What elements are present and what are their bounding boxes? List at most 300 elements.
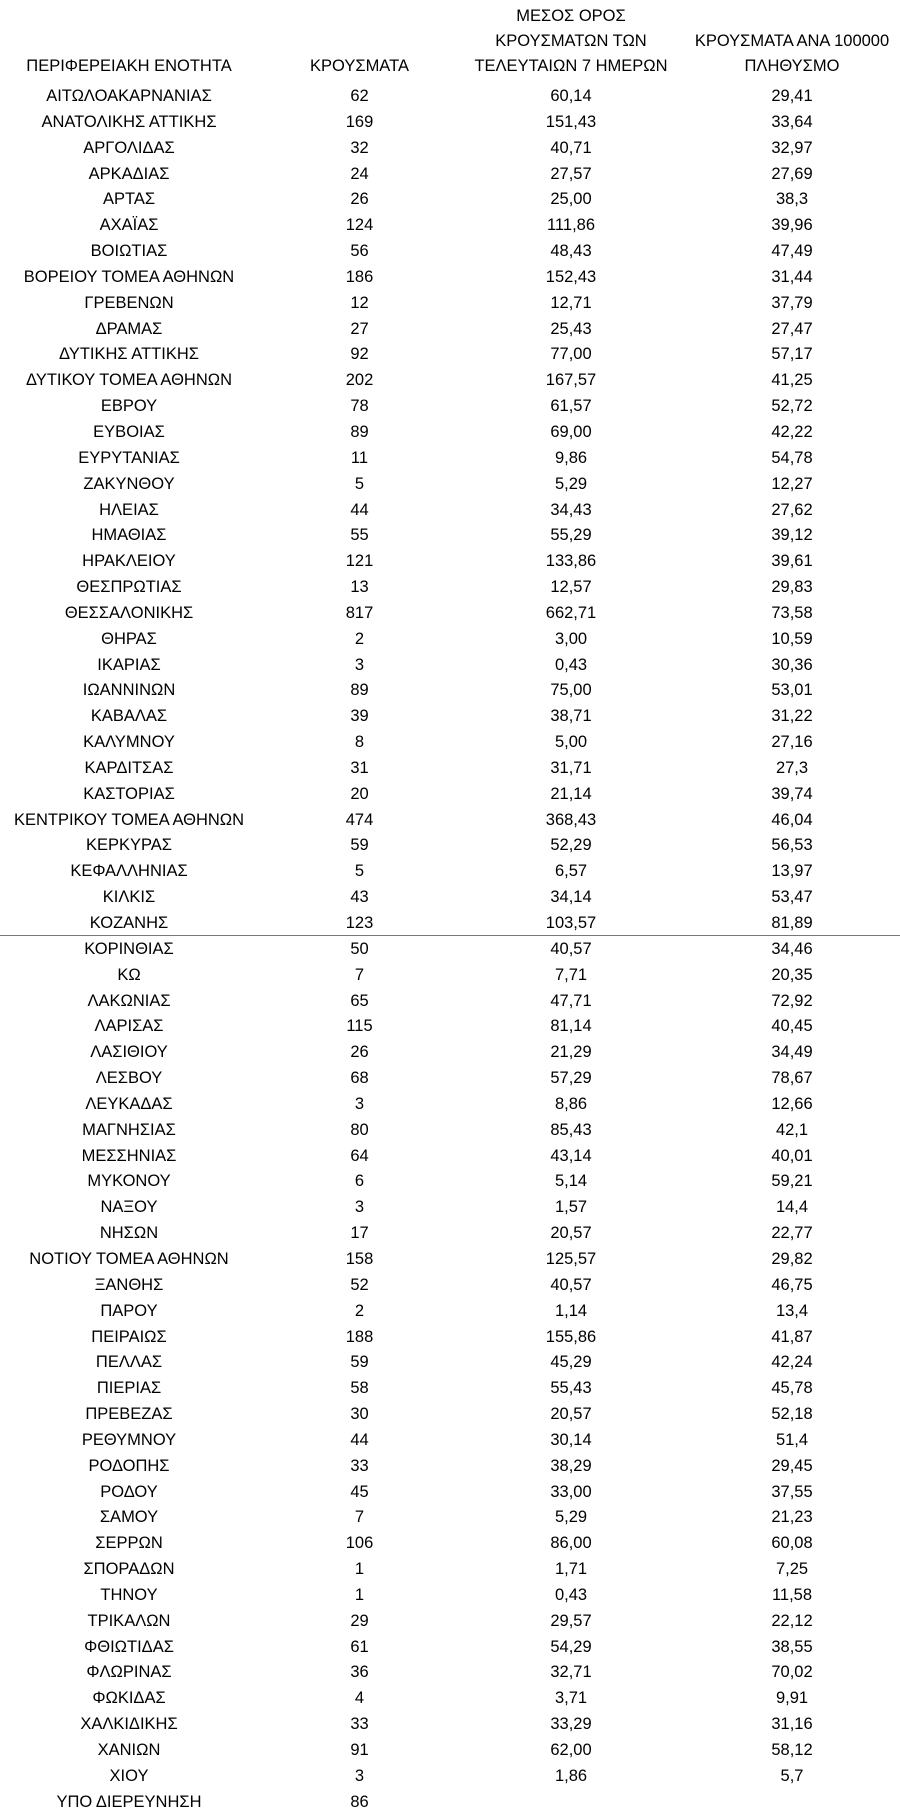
cell-per100k: 29,41 xyxy=(771,87,813,105)
table-row xyxy=(0,782,900,808)
cell-avg7: 33,29 xyxy=(550,1715,592,1734)
cell-avg7: 54,29 xyxy=(550,1637,592,1656)
table-row xyxy=(0,291,900,317)
table-row xyxy=(0,523,900,549)
header-region xyxy=(0,54,258,79)
cell-cases: 7 xyxy=(354,1508,365,1527)
cell-region: ΙΚΑΡΙΑΣ xyxy=(97,655,161,674)
table-row xyxy=(0,1790,900,1816)
cell-region: ΝΗΣΩΝ xyxy=(99,1224,159,1243)
cell-per100k: 59,21 xyxy=(771,1172,813,1191)
table-row xyxy=(0,1712,900,1738)
cell-per100k: 40,01 xyxy=(771,1146,813,1165)
cell-region: ΜΕΣΣΗΝΙΑΣ xyxy=(81,1146,177,1165)
table-row xyxy=(0,653,900,679)
cell-per100k: 37,79 xyxy=(771,293,813,312)
cell-per100k: 22,12 xyxy=(771,1611,813,1630)
table-row xyxy=(0,989,900,1015)
cell-avg7: 52,29 xyxy=(550,836,592,855)
cell-per100k: 32,97 xyxy=(771,138,813,157)
cell-avg7: 8,86 xyxy=(554,1094,588,1113)
cell-avg7: 9,86 xyxy=(554,448,588,467)
table-row xyxy=(0,265,900,291)
cell-region: ΘΕΣΣΑΛΟΝΙΚΗΣ xyxy=(64,603,194,622)
table-row xyxy=(0,84,900,110)
cell-avg7: 125,57 xyxy=(545,1249,597,1268)
cell-avg7: 111,86 xyxy=(546,216,596,235)
cell-per100k: 11,58 xyxy=(771,1585,813,1604)
cell-cases: 89 xyxy=(350,681,369,700)
cell-avg7: 81,14 xyxy=(550,1017,592,1036)
cell-avg7: 60,14 xyxy=(550,87,592,105)
cell-cases: 186 xyxy=(345,267,374,286)
table-row xyxy=(0,498,900,524)
table-row xyxy=(0,1014,900,1040)
cell-region: ΒΟΙΩΤΙΑΣ xyxy=(90,242,168,261)
cell-region: ΗΡΑΚΛΕΙΟΥ xyxy=(82,552,176,571)
table-row xyxy=(0,394,900,420)
cell-per100k: 7,25 xyxy=(775,1560,809,1579)
cell-avg7: 57,29 xyxy=(550,1069,592,1088)
cell-cases: 68 xyxy=(350,1069,369,1088)
cell-region: ΤΡΙΚΑΛΩΝ xyxy=(87,1611,171,1630)
cell-cases: 44 xyxy=(350,500,369,519)
cell-cases: 202 xyxy=(345,371,374,390)
table-row xyxy=(0,730,900,756)
table-row xyxy=(0,1350,900,1376)
cell-per100k: 60,08 xyxy=(771,1534,813,1553)
cell-per100k: 53,47 xyxy=(771,888,813,907)
cell-avg7: 0,43 xyxy=(554,1585,588,1604)
cell-region: ΖΑΚΥΝΘΟΥ xyxy=(83,474,175,493)
cell-avg7: 1,57 xyxy=(554,1198,588,1217)
cell-avg7: 21,29 xyxy=(550,1043,592,1062)
cell-per100k: 38,3 xyxy=(775,190,809,209)
cell-per100k: 14,4 xyxy=(775,1198,809,1217)
table-row xyxy=(0,213,900,239)
cell-cases: 64 xyxy=(350,1146,369,1165)
cell-per100k: 42,24 xyxy=(771,1353,813,1372)
cell-region: ΣΑΜΟΥ xyxy=(99,1508,159,1527)
cell-per100k: 31,16 xyxy=(771,1715,813,1734)
cell-avg7: 6,57 xyxy=(554,862,588,881)
table-row xyxy=(0,549,900,575)
cell-region: ΑΧΑΪΑΣ xyxy=(99,216,159,235)
cell-per100k: 10,59 xyxy=(771,629,813,648)
cell-per100k: 31,22 xyxy=(771,707,813,726)
cell-per100k: 39,96 xyxy=(771,216,813,235)
cell-per100k: 27,3 xyxy=(775,758,809,777)
cell-region: ΚΑΛΥΜΝΟΥ xyxy=(83,733,175,752)
cell-per100k: 45,78 xyxy=(771,1379,813,1398)
cell-cases: 65 xyxy=(350,991,369,1010)
cell-region: ΠΑΡΟΥ xyxy=(100,1301,158,1320)
cell-region: ΧΑΝΙΩΝ xyxy=(97,1741,161,1759)
cell-region: ΧΑΛΚΙΔΙΚΗΣ xyxy=(80,1715,178,1734)
cell-region: ΙΩΑΝΝΙΝΩΝ xyxy=(82,681,176,700)
cell-avg7: 85,43 xyxy=(550,1120,592,1139)
cell-cases: 188 xyxy=(345,1327,374,1346)
cell-region: ΚΑΒΑΛΑΣ xyxy=(90,707,168,726)
cell-cases: 5 xyxy=(354,474,365,493)
table-row xyxy=(0,704,900,730)
cell-avg7: 55,43 xyxy=(550,1379,592,1398)
cell-region: ΚΟΖΑΝΗΣ xyxy=(89,914,169,932)
cell-avg7: 1,71 xyxy=(554,1560,588,1579)
cell-avg7: 34,14 xyxy=(550,888,592,907)
cell-avg7: 151,43 xyxy=(545,112,597,131)
cell-cases: 58 xyxy=(350,1379,369,1398)
cell-avg7: 20,57 xyxy=(550,1405,592,1424)
cell-region: ΠΕΙΡΑΙΩΣ xyxy=(91,1327,167,1346)
table-row xyxy=(0,1376,900,1402)
header-line: ΤΕΛΕΥΤΑΙΩΝ 7 ΗΜΕΡΩΝ xyxy=(474,57,668,75)
table-row xyxy=(0,1454,900,1480)
cell-region: ΝΟΤΙΟΥ ΤΟΜΕΑ ΑΘΗΝΩΝ xyxy=(29,1249,229,1268)
table-row xyxy=(0,885,900,911)
header-line: ΚΡΟΥΣΜΑΤΑ ΑΝΑ 100000 xyxy=(694,32,890,50)
cell-avg7: 69,00 xyxy=(550,422,592,441)
cell-per100k: 22,77 xyxy=(771,1224,813,1243)
cell-cases: 91 xyxy=(350,1741,369,1759)
cell-per100k: 46,04 xyxy=(771,810,813,829)
cell-per100k: 41,25 xyxy=(771,371,813,390)
cell-per100k: 53,01 xyxy=(771,681,813,700)
cell-per100k: 34,46 xyxy=(771,939,813,958)
cell-per100k: 54,78 xyxy=(771,448,813,467)
table-row xyxy=(0,1660,900,1686)
cell-avg7: 43,14 xyxy=(550,1146,592,1165)
cell-per100k: 42,1 xyxy=(775,1120,809,1139)
cell-avg7: 5,29 xyxy=(554,474,588,493)
cell-per100k: 47,49 xyxy=(771,242,813,261)
cell-avg7: 40,57 xyxy=(550,1275,592,1294)
cell-region: ΧΙΟΥ xyxy=(109,1766,149,1785)
cell-cases: 4 xyxy=(354,1689,365,1708)
cell-per100k: 72,92 xyxy=(771,991,813,1010)
cell-cases: 13 xyxy=(350,578,369,597)
header-avg7 xyxy=(468,4,674,79)
table-row xyxy=(0,1169,900,1195)
table-row xyxy=(0,756,900,782)
header-line: ΚΡΟΥΣΜΑΤΑ xyxy=(310,57,409,75)
cell-cases: 86 xyxy=(350,1792,369,1811)
cell-per100k: 52,18 xyxy=(771,1405,813,1424)
cell-region: ΛΑΣΙΘΙΟΥ xyxy=(90,1043,168,1062)
cell-region: ΔΥΤΙΚΗΣ ΑΤΤΙΚΗΣ xyxy=(59,345,199,364)
cell-cases: 33 xyxy=(350,1715,369,1734)
table-row xyxy=(0,1583,900,1609)
cell-cases: 78 xyxy=(350,397,369,416)
cell-avg7: 61,57 xyxy=(550,397,592,416)
cell-cases: 123 xyxy=(345,914,374,932)
table-row xyxy=(0,472,900,498)
cell-per100k: 29,45 xyxy=(771,1456,813,1475)
table-row xyxy=(0,1066,900,1092)
header-line: ΚΡΟΥΣΜΑΤΩΝ ΤΩΝ xyxy=(495,32,647,50)
cell-avg7: 3,00 xyxy=(554,629,588,648)
cell-region: ΘΗΡΑΣ xyxy=(101,629,157,648)
cell-region: ΕΒΡΟΥ xyxy=(100,397,158,416)
cell-avg7: 7,71 xyxy=(554,965,588,984)
table-row xyxy=(0,1402,900,1428)
cell-avg7: 662,71 xyxy=(545,603,597,622)
cell-avg7: 103,57 xyxy=(545,914,597,932)
table-row xyxy=(0,342,900,368)
cell-region: ΦΩΚΙΔΑΣ xyxy=(92,1689,166,1708)
table-row xyxy=(0,1299,900,1325)
cell-per100k: 33,64 xyxy=(771,112,813,131)
cell-per100k: 21,23 xyxy=(771,1508,813,1527)
cell-avg7: 5,14 xyxy=(554,1172,588,1191)
cell-region: ΣΕΡΡΩΝ xyxy=(95,1534,163,1553)
cell-cases: 2 xyxy=(354,1301,365,1320)
cell-avg7: 0,43 xyxy=(554,655,588,674)
cell-cases: 169 xyxy=(345,112,374,131)
cell-region: ΥΠΟ ΔΙΕΡΕΥΝΗΣΗ xyxy=(56,1792,202,1811)
cell-avg7: 33,00 xyxy=(550,1482,592,1501)
cell-cases: 115 xyxy=(346,1017,373,1036)
table-row xyxy=(0,1480,900,1506)
cell-per100k: 27,16 xyxy=(771,733,813,752)
cell-avg7: 34,43 xyxy=(550,500,592,519)
cell-cases: 121 xyxy=(345,552,374,571)
table-body xyxy=(0,84,900,1816)
cell-per100k: 29,82 xyxy=(771,1249,813,1268)
table-row xyxy=(0,1738,900,1764)
header-line: ΠΕΡΙΦΕΡΕΙΑΚΗ ΕΝΟΤΗΤΑ xyxy=(26,57,232,75)
cell-avg7: 48,43 xyxy=(550,242,592,261)
cell-cases: 45 xyxy=(350,1482,369,1501)
cell-per100k: 27,69 xyxy=(771,164,813,183)
cell-region: ΗΛΕΙΑΣ xyxy=(99,500,159,519)
cell-avg7: 62,00 xyxy=(550,1741,592,1759)
cell-per100k: 31,44 xyxy=(771,267,813,286)
table-row xyxy=(0,911,900,937)
table-row xyxy=(0,162,900,188)
cell-cases: 17 xyxy=(350,1224,369,1243)
cell-avg7: 12,71 xyxy=(550,293,592,312)
cell-avg7: 21,14 xyxy=(550,784,592,803)
cell-avg7: 38,71 xyxy=(550,707,592,726)
cell-region: ΚΕΦΑΛΛΗΝΙΑΣ xyxy=(70,862,188,881)
table-row xyxy=(0,627,900,653)
cell-cases: 80 xyxy=(350,1120,369,1139)
cell-per100k: 27,47 xyxy=(771,319,813,338)
cell-cases: 36 xyxy=(350,1663,369,1682)
cell-cases: 30 xyxy=(350,1405,369,1424)
cell-region: ΦΛΩΡΙΝΑΣ xyxy=(86,1663,172,1682)
cell-per100k: 57,17 xyxy=(771,345,813,364)
header-per100k xyxy=(684,29,900,79)
cell-region: ΕΥΡΥΤΑΝΙΑΣ xyxy=(78,448,180,467)
header-line: ΜΕΣΟΣ ΟΡΟΣ xyxy=(516,7,626,25)
cell-region: ΔΡΑΜΑΣ xyxy=(95,319,163,338)
table-row xyxy=(0,1221,900,1247)
table-row xyxy=(0,859,900,885)
cell-avg7: 77,00 xyxy=(550,345,592,364)
cell-avg7: 45,29 xyxy=(550,1353,592,1372)
cell-avg7: 155,86 xyxy=(545,1327,597,1346)
cell-cases: 8 xyxy=(354,733,365,752)
cell-region: ΛΑΡΙΣΑΣ xyxy=(94,1017,164,1036)
cell-region: ΑΙΤΩΛΟΑΚΑΡΝΑΝΙΑΣ xyxy=(46,87,212,105)
cell-avg7: 40,57 xyxy=(550,939,592,958)
cell-per100k: 52,72 xyxy=(771,397,813,416)
cell-per100k: 5,7 xyxy=(780,1766,804,1785)
cell-per100k: 42,22 xyxy=(771,422,813,441)
cell-per100k: 58,12 xyxy=(771,1741,813,1759)
cell-region: ΚΕΡΚΥΡΑΣ xyxy=(85,836,172,855)
table-row xyxy=(0,420,900,446)
cell-region: ΚΑΣΤΟΡΙΑΣ xyxy=(83,784,175,803)
header-cases xyxy=(268,54,451,79)
cell-cases: 33 xyxy=(350,1456,369,1475)
cell-region: ΚΙΛΚΙΣ xyxy=(102,888,156,907)
cell-cases: 7 xyxy=(354,965,365,984)
cell-cases: 29 xyxy=(350,1611,369,1630)
table-row xyxy=(0,368,900,394)
cell-per100k: 9,91 xyxy=(775,1689,809,1708)
cell-per100k: 70,02 xyxy=(771,1663,813,1682)
cell-avg7: 20,57 xyxy=(550,1224,592,1243)
cell-per100k: 37,55 xyxy=(771,1482,813,1501)
cell-region: ΘΕΣΠΡΩΤΙΑΣ xyxy=(76,578,182,597)
cell-avg7: 5,00 xyxy=(554,733,588,752)
cell-per100k: 38,55 xyxy=(771,1637,813,1656)
cell-region: ΑΡΚΑΔΙΑΣ xyxy=(88,164,170,183)
table-row xyxy=(0,1428,900,1454)
cell-avg7: 38,29 xyxy=(550,1456,592,1475)
cell-avg7: 25,43 xyxy=(550,319,592,338)
cell-cases: 27 xyxy=(350,319,369,338)
table-row xyxy=(0,1144,900,1170)
cell-per100k: 27,62 xyxy=(771,500,813,519)
cell-region: ΛΕΣΒΟΥ xyxy=(95,1069,163,1088)
cell-avg7: 29,57 xyxy=(550,1611,592,1630)
cell-cases: 106 xyxy=(345,1534,374,1553)
cell-cases: 124 xyxy=(345,216,374,235)
cell-cases: 32 xyxy=(350,138,369,157)
cell-per100k: 13,4 xyxy=(775,1301,809,1320)
table-row xyxy=(0,1609,900,1635)
cell-avg7: 47,71 xyxy=(550,991,592,1010)
table-row xyxy=(0,1557,900,1583)
table-row xyxy=(0,1195,900,1221)
table-row xyxy=(0,1092,900,1118)
cell-region: ΚΩ xyxy=(117,965,141,984)
cell-region: ΠΡΕΒΕΖΑΣ xyxy=(85,1405,173,1424)
cell-cases: 50 xyxy=(350,939,369,958)
cell-region: ΑΡΤΑΣ xyxy=(102,190,156,209)
cell-region: ΕΥΒΟΙΑΣ xyxy=(93,422,165,441)
cell-cases: 44 xyxy=(350,1430,369,1449)
table-row xyxy=(0,1040,900,1066)
cell-avg7: 27,57 xyxy=(550,164,592,183)
cell-cases: 59 xyxy=(350,1353,369,1372)
cell-region: ΓΡΕΒΕΝΩΝ xyxy=(84,293,174,312)
cell-avg7: 25,00 xyxy=(550,190,592,209)
cell-avg7: 31,71 xyxy=(550,758,592,777)
cell-cases: 43 xyxy=(350,888,369,907)
cell-cases: 3 xyxy=(354,1094,365,1113)
cell-region: ΤΗΝΟΥ xyxy=(100,1585,158,1604)
cell-cases: 31 xyxy=(350,758,369,777)
cell-per100k: 41,87 xyxy=(771,1327,813,1346)
cell-per100k: 78,67 xyxy=(771,1069,813,1088)
cell-cases: 1 xyxy=(354,1560,365,1579)
cell-cases: 52 xyxy=(350,1275,369,1294)
cell-region: ΡΕΘΥΜΝΟΥ xyxy=(81,1430,177,1449)
table-row xyxy=(0,678,900,704)
cell-cases: 39 xyxy=(350,707,369,726)
cell-avg7: 75,00 xyxy=(550,681,592,700)
table-row xyxy=(0,1118,900,1144)
cell-per100k: 56,53 xyxy=(771,836,813,855)
cell-cases: 92 xyxy=(350,345,369,364)
cell-cases: 3 xyxy=(354,1766,365,1785)
cell-avg7: 167,57 xyxy=(545,371,597,390)
cell-cases: 26 xyxy=(350,1043,369,1062)
cell-per100k: 40,45 xyxy=(771,1017,813,1036)
cell-cases: 2 xyxy=(354,629,365,648)
cell-per100k: 81,89 xyxy=(771,914,813,932)
cell-cases: 61 xyxy=(350,1637,369,1656)
cell-avg7: 86,00 xyxy=(550,1534,592,1553)
cell-cases: 817 xyxy=(345,603,374,622)
cell-avg7: 1,14 xyxy=(554,1301,588,1320)
cell-region: ΜΥΚΟΝΟΥ xyxy=(87,1172,171,1191)
cell-cases: 56 xyxy=(350,242,369,261)
cell-per100k: 73,58 xyxy=(771,603,813,622)
cell-avg7: 40,71 xyxy=(550,138,592,157)
table-row xyxy=(0,1686,900,1712)
cell-region: ΔΥΤΙΚΟΥ ΤΟΜΕΑ ΑΘΗΝΩΝ xyxy=(26,371,232,390)
cell-cases: 3 xyxy=(354,655,365,674)
table-row xyxy=(0,110,900,136)
cell-per100k: 20,35 xyxy=(771,965,813,984)
table-row xyxy=(0,446,900,472)
table-row xyxy=(0,187,900,213)
cell-per100k: 13,97 xyxy=(771,862,813,881)
cell-avg7: 5,29 xyxy=(554,1508,588,1527)
cell-per100k: 46,75 xyxy=(771,1275,813,1294)
table-row xyxy=(0,1764,900,1790)
table-row xyxy=(0,1273,900,1299)
cell-cases: 6 xyxy=(354,1172,365,1191)
cell-region: ΚΕΝΤΡΙΚΟΥ ΤΟΜΕΑ ΑΘΗΝΩΝ xyxy=(13,810,245,829)
table-row xyxy=(0,833,900,859)
table-row xyxy=(0,1247,900,1273)
cell-region: ΦΘΙΩΤΙΔΑΣ xyxy=(84,1637,174,1656)
cell-per100k: 12,27 xyxy=(771,474,813,493)
cell-region: ΜΑΓΝΗΣΙΑΣ xyxy=(82,1120,176,1139)
cell-region: ΞΑΝΘΗΣ xyxy=(94,1275,164,1294)
cell-region: ΑΝΑΤΟΛΙΚΗΣ ΑΤΤΙΚΗΣ xyxy=(41,112,217,131)
table-row xyxy=(0,317,900,343)
cell-avg7: 32,71 xyxy=(550,1663,592,1682)
table-row xyxy=(0,601,900,627)
cell-cases: 62 xyxy=(350,87,369,105)
cell-region: ΗΜΑΘΙΑΣ xyxy=(91,526,167,545)
cell-cases: 1 xyxy=(354,1585,365,1604)
table-row xyxy=(0,239,900,265)
cell-region: ΛΕΥΚΑΔΑΣ xyxy=(85,1094,173,1113)
cell-cases: 24 xyxy=(350,164,369,183)
table-row xyxy=(0,1531,900,1557)
table-row xyxy=(0,575,900,601)
cell-cases: 59 xyxy=(350,836,369,855)
